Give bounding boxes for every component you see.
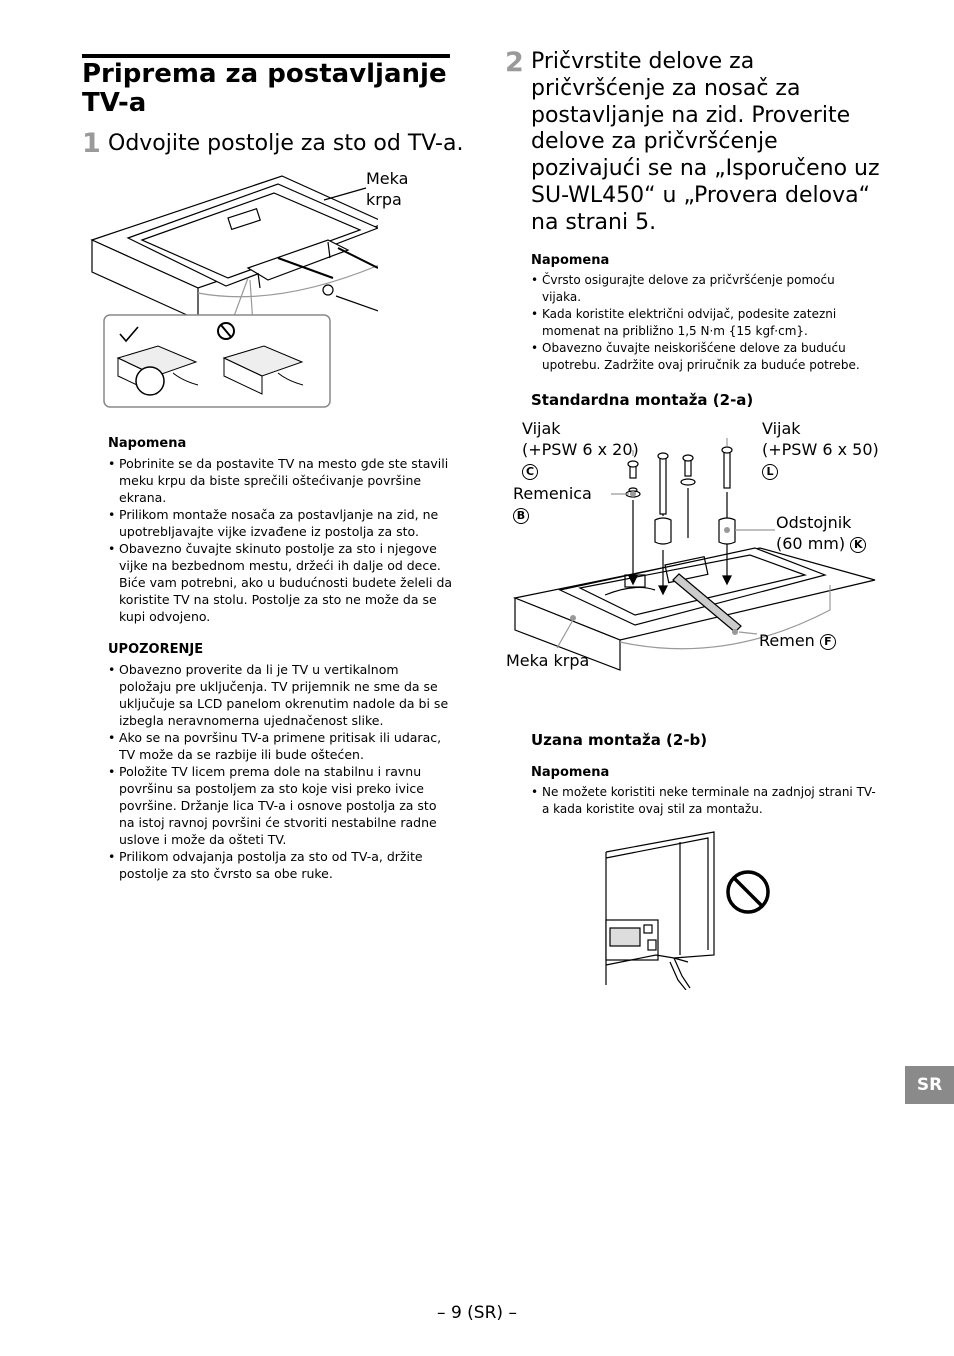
step-2-number: 2 — [505, 47, 524, 78]
label-screw-c-letter-wrap — [522, 460, 538, 481]
note-item: • Ne možete koristiti neke terminale na zadnjoj strani TV-a kada koristite ovaj stil za montažu. — [531, 784, 876, 818]
warning-list — [108, 661, 454, 882]
note-item: • Kada koristite električni odvijač, podesite zatezni momenat na približno 1,5 N·m {15 kgf·cm}. — [531, 306, 876, 340]
label-screw-c-line2: (+PSW 6 x 20) — [522, 440, 639, 459]
note-item: • Čvrsto osigurajte delove za pričvršćenje pomoću vijaka. — [531, 272, 876, 306]
narrow-notes — [531, 784, 876, 818]
note-item: • Prilikom montaže nosača za postavljanje na zid, ne upotrebljavajte vijke izvađene iz postolja za sto. — [108, 506, 454, 540]
figure-detach-stand — [88, 168, 378, 408]
narrow-note-heading: Napomena — [531, 765, 610, 780]
label-belt-hook: Remenica — [513, 484, 592, 503]
label-spacer-line2 — [776, 533, 866, 554]
label-spacer-line1: Odstojnik — [776, 513, 852, 532]
figure-narrow-mount — [600, 830, 780, 990]
label-belt-text: Remen — [759, 631, 815, 650]
label-screw-c-line1: Vijak — [522, 419, 561, 438]
warning-item: • Ako se na površinu TV-a primene pritisak ili udarac, TV može da se razbije ili bude oštećen. — [108, 729, 454, 763]
label-soft-cloth-line1: Meka — [366, 169, 409, 188]
warning-heading: UPOZORENJE — [108, 642, 204, 657]
label-screw-l-letter-wrap — [762, 460, 778, 481]
step-2-note-heading: Napomena — [531, 253, 610, 268]
note-item: • Pobrinite se da postavite TV na mesto gde ste stavili meku krpu da biste sprečili oštećivanje površine ekrana. — [108, 455, 454, 506]
page-number: – 9 (SR) – — [437, 1303, 517, 1323]
narrow-mount-heading: Uzana montaža (2-b) — [531, 731, 708, 749]
section-title: Priprema za postavljanje TV-a — [82, 59, 447, 118]
warning-item: • Prilikom odvajanja postolja za sto od TV-a, držite postolje za sto čvrsto sa obe ruke. — [108, 848, 454, 882]
note-item: • Obavezno čuvajte neiskorišćene delove za buduću upotrebu. Zadržite ovaj priručnik za buduće potrebe. — [531, 340, 876, 374]
part-letter-f: F — [820, 634, 836, 650]
title-rule — [82, 54, 450, 58]
label-belt-hook-letter-wrap — [513, 504, 529, 525]
step-1-number: 1 — [82, 128, 101, 159]
step-1-note-heading: Napomena — [108, 436, 187, 451]
standard-mount-heading: Standardna montaža (2-a) — [531, 391, 754, 409]
step-1-text: Odvojite postolje za sto od TV-a. — [108, 131, 464, 156]
part-letter-c: C — [522, 464, 538, 480]
step-2-text: Pričvrstite delove za pričvršćenje za nosač za postavljanje na zid. Proverite delove za pričvršćenje pozivajući se na „Isporučeno uz SU-WL450“ u „Provera delova“ na strani 5. — [531, 49, 880, 235]
detach-stand-illustration — [88, 168, 378, 408]
label-spacer-size: (60 mm) — [776, 534, 846, 553]
part-letter-l: L — [762, 464, 778, 480]
label-screw-l-line1: Vijak — [762, 419, 801, 438]
warning-item: • Položite TV licem prema dole na stabilnu i ravnu površinu sa postoljem za sto koje visi preko ivice površine. Držanje lica TV-a i osnove postolja za sto na istoj ravnoj površini će stvoriti nestabilne radne uslove i može da ošteti TV. — [108, 763, 454, 848]
note-item: • Obavezno čuvajte skinuto postolje za sto i njegove vijke na bezbednom mestu, držeći ih dalje od dece. Biće vam potrebni, ako u budućnosti budete želeli da koristite TV na stolu. Postolje za sto ne može da se kupi odvojeno. — [108, 540, 454, 625]
label-soft-cloth-line2: krpa — [366, 190, 402, 209]
part-letter-b: B — [513, 508, 529, 524]
label-belt — [759, 630, 836, 651]
language-tab: SR — [905, 1066, 954, 1104]
narrow-mount-illustration — [600, 830, 780, 990]
part-letter-k: K — [850, 537, 866, 553]
step-2-notes — [531, 272, 876, 374]
label-soft-cloth: Meka krpa — [506, 651, 590, 670]
label-screw-l-line2: (+PSW 6 x 50) — [762, 440, 879, 459]
step-1-notes — [108, 455, 454, 625]
warning-item: • Obavezno proverite da li je TV u vertikalnom položaju pre uključenja. TV prijemnik ne sme da se uključuje sa LCD panelom okrenutim nadole da bi se izbegla neravnomerna ujednačenost slike. — [108, 661, 454, 729]
